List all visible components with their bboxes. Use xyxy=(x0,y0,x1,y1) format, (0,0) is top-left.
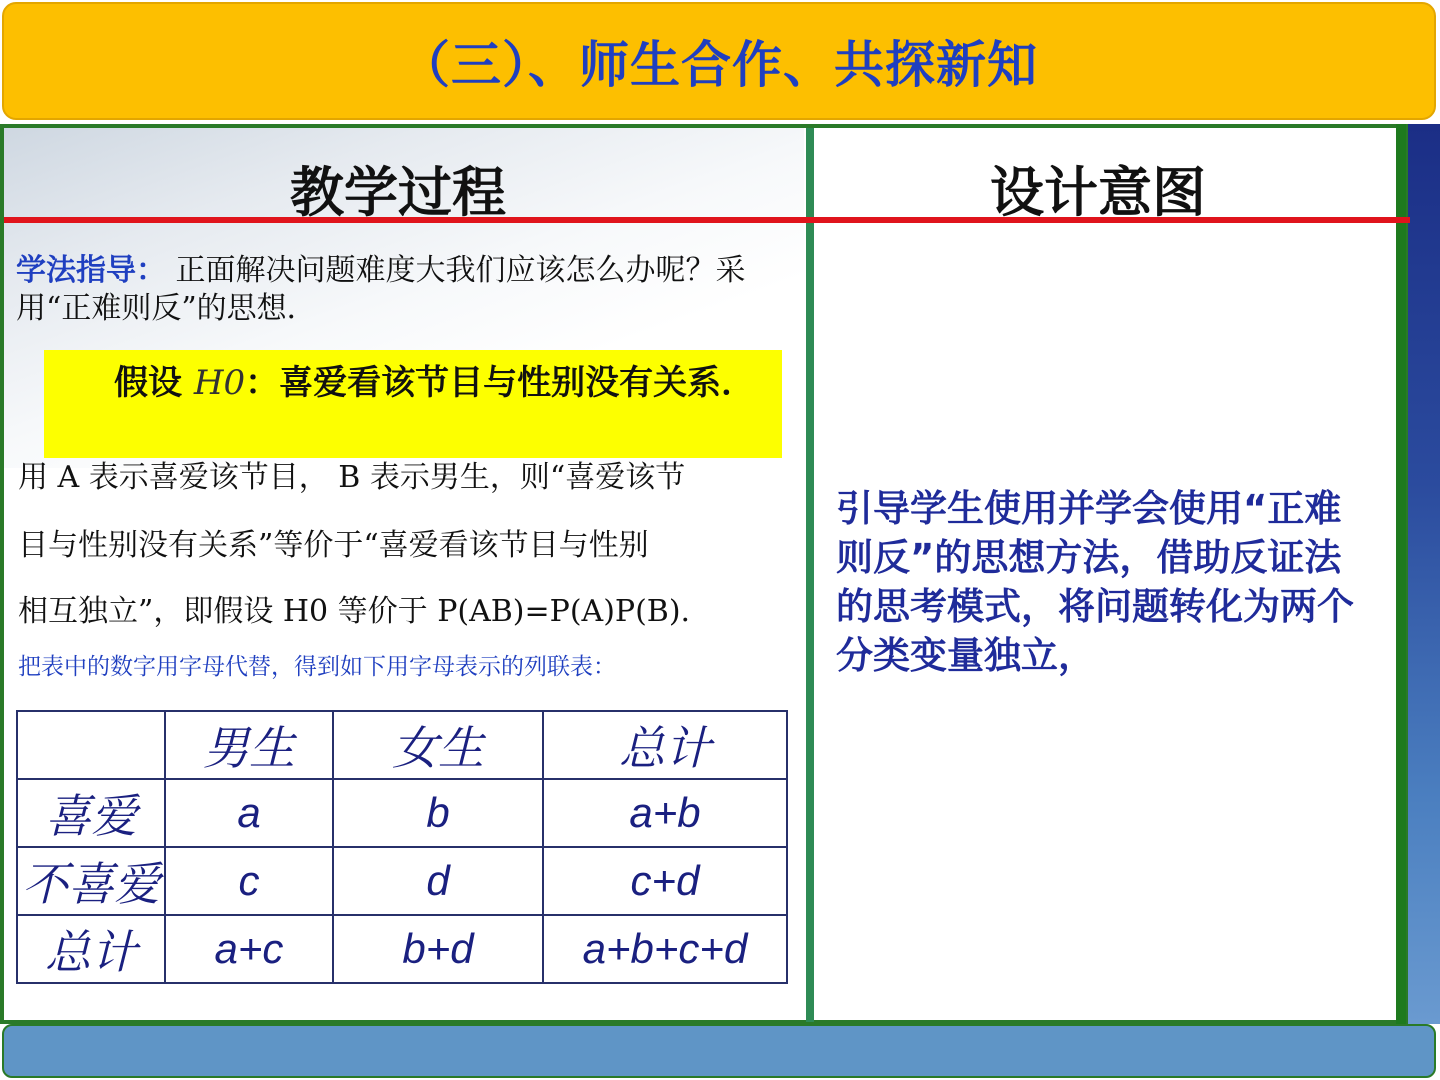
table-row xyxy=(17,847,787,915)
table-row-label: 不喜爱 xyxy=(17,847,165,915)
hypothesis-statement xyxy=(44,360,804,406)
table-cell: a xyxy=(165,779,333,847)
body-line-2: 目与性别没有关系”等价于“喜爱看该节目与性别 xyxy=(18,528,649,563)
table-cell: b+d xyxy=(333,915,543,983)
study-guidance-text: 正面解决问题难度大我们应该怎么办呢？采用“正难则反”的思想． xyxy=(16,253,746,326)
table-row-label: 总计 xyxy=(17,915,165,983)
table-cell: c xyxy=(165,847,333,915)
slide-title: （三）、师生合作、共探新知 xyxy=(2,2,1436,120)
side-stripe-green xyxy=(1396,124,1406,1024)
table-cell: c+d xyxy=(543,847,787,915)
hypothesis-text: ：喜爱看该节目与性别没有关系． xyxy=(245,363,756,403)
body-line-3: 相互独立”，即假设 H0 等价于 P(AB)=P(A)P(B). xyxy=(18,594,691,629)
table-header-male: 男生 xyxy=(165,711,333,779)
table-row-label: 喜爱 xyxy=(17,779,165,847)
contingency-table xyxy=(16,710,788,984)
table-row xyxy=(17,915,787,983)
hypothesis-prefix: 假设 xyxy=(114,363,194,403)
table-header-total: 总计 xyxy=(543,711,787,779)
design-intent-text: 引导学生使用并学会使用“正难则反”的思想方法，借助反证法的思考模式，将问题转化为两个分类变量独立， xyxy=(836,487,1354,677)
table-cell: a+b xyxy=(543,779,787,847)
side-stripe-blue xyxy=(1408,124,1440,1024)
table-header-female: 女生 xyxy=(333,711,543,779)
column-header-intent: 设计意图 xyxy=(990,160,1206,224)
table-cell: b xyxy=(333,779,543,847)
table-row xyxy=(17,711,787,779)
table-cell: d xyxy=(333,847,543,915)
table-cell xyxy=(17,711,165,779)
footer-bar xyxy=(2,1024,1436,1078)
column-divider xyxy=(806,128,814,1022)
study-guidance-lead: 学法指导： xyxy=(16,253,166,288)
table-note: 把表中的数字用字母代替，得到如下用字母表示的列联表： xyxy=(18,654,616,680)
column-header-process: 教学过程 xyxy=(290,160,506,224)
study-guidance xyxy=(16,252,806,328)
hypothesis-symbol: H0 xyxy=(193,363,246,403)
table-cell: a+b+c+d xyxy=(543,915,787,983)
body-line-1: 用 A 表示喜爱该节目， B 表示男生，则“喜爱该节 xyxy=(18,460,686,495)
table-row xyxy=(17,779,787,847)
table-cell: a+c xyxy=(165,915,333,983)
